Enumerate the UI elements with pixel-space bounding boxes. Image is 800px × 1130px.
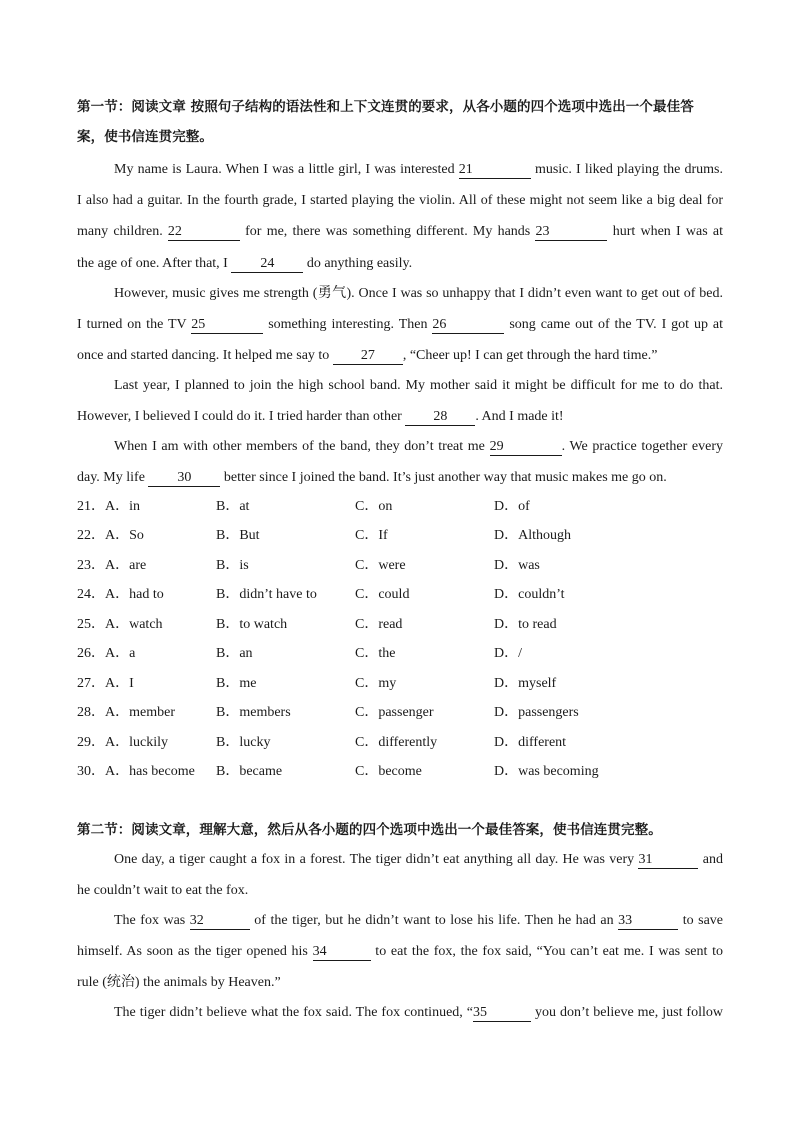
option-d: D．was [494,558,540,573]
option-d: D．myself [494,676,557,691]
section1-heading-line2: 案，使书信连贯完整。 [77,129,213,145]
blank-26: 26 [432,317,504,334]
blank-33: 33 [618,913,678,930]
option-b: B．But [216,528,260,543]
question-row: 26． A．a B．an C．the D．/ [77,644,723,664]
section1-heading-line1: 第一节：阅读文章 按照句子结构的语法性和上下文连贯的要求，从各小题的四个选项中选出一个最佳答 [77,99,694,115]
blank-28: 28 [405,409,475,426]
option-a: A．So [105,528,144,543]
section2-heading: 第二节：阅读文章，理解大意，然后从各小题的四个选项中选出一个最佳答案，使书信连贯完整。 [77,822,662,838]
option-b: B．lucky [216,735,271,750]
option-a: A．are [105,558,147,573]
option-b: B．became [216,764,283,779]
option-d: D．was becoming [494,764,599,779]
option-c: C．on [355,499,393,514]
passage-line: I also had a guitar. In the fourth grade, I started playing the violin. All of these might not seem like a big deal for [77,193,723,208]
option-d: D．couldn’t [494,587,565,602]
question-row: 28． A．member B．members C．passenger D．passengers [77,703,723,723]
passage-line: One day, a tiger caught a fox in a forest. The tiger didn’t eat anything all day. He was very 31 and [114,852,724,867]
question-row: 25． A．watch B．to watch C．read D．to read [77,615,723,635]
question-row: 21． A．in B．at C．on D．of [77,497,723,517]
option-d: D．/ [494,646,522,661]
question-row: 29． A．luckily B．lucky C．differently D．different [77,733,723,753]
option-d: D．different [494,735,567,750]
passage-line: Last year, I planned to join the high school band. My mother said it might be difficult for me to do that. [114,378,723,393]
blank-22: 22 [168,224,240,241]
option-b: B．an [216,646,253,661]
option-a: A．I [105,676,134,691]
option-b: B．didn’t have to [216,587,317,602]
passage-line: The fox was 32 of the tiger, but he didn’t want to lose his life. Then he had an 33 to save [114,913,723,928]
question-row: 30． A．has become B．became C．become D．was becoming [77,762,723,782]
passage-line: rule (统治) the animals by Heaven.” [77,975,281,990]
blank-27: 27 [333,348,403,365]
option-c: C．If [355,528,388,543]
option-c: C．differently [355,735,438,750]
blank-34: 34 [313,944,371,961]
option-c: C．my [355,676,397,691]
option-a: A．member [105,705,175,720]
blank-30: 30 [148,470,220,487]
passage-line: the age of one. After that, I 24 do anything easily. [77,256,413,271]
option-c: C．become [355,764,422,779]
option-a: A．watch [105,617,163,632]
option-c: C．read [355,617,403,632]
option-d: D．to read [494,617,557,632]
question-row: 22． A．So B．But C．If D．Although [77,526,723,546]
blank-35: 35 [473,1005,531,1022]
question-row: 24． A．had to B．didn’t have to C．could D．couldn’t [77,585,723,605]
passage-line: once and started dancing. It helped me say to 27 , “Cheer up! I can get through the hard time.” [77,348,658,363]
blank-21: 21 [459,162,531,179]
blank-32: 32 [190,913,250,930]
option-a: A．luckily [105,735,168,750]
option-b: B．me [216,676,257,691]
blank-31: 31 [638,852,698,869]
option-b: B．is [216,558,249,573]
blank-24: 24 [231,256,303,273]
passage-line: My name is Laura. When I was a little girl, I was interested 21 music. I liked playing the drums. [114,162,723,177]
option-c: C．could [355,587,410,602]
option-c: C．passenger [355,705,434,720]
blank-25: 25 [191,317,263,334]
blank-23: 23 [535,224,607,241]
passage-line: However, music gives me strength (勇气). Once I was so unhappy that I didn’t even want to get out of bed. [114,286,723,301]
question-row: 23． A．are B．is C．were D．was [77,556,723,576]
option-c: C．were [355,558,406,573]
blank-29: 29 [490,439,562,456]
option-a: A．in [105,499,140,514]
option-a: A．had to [105,587,164,602]
option-a: A．has become [105,764,195,779]
section1-heading [77,92,727,152]
option-b: B．members [216,705,291,720]
option-a: A．a [105,646,136,661]
passage-line: he couldn’t wait to eat the fox. [77,883,249,898]
option-d: D．of [494,499,530,514]
passage-line: However, I believed I could do it. I tried harder than other 28 . And I made it! [77,409,564,424]
passage-line: many children. 22 for me, there was something different. My hands 23 hurt when I was at [77,224,724,239]
question-row: 27． A．I B．me C．my D．myself [77,674,723,694]
passage-line: I turned on the TV 25 something interesting. Then 26 song came out of the TV. I got up at [77,317,723,332]
option-d: D．passengers [494,705,579,720]
passage-line: day. My life 30 better since I joined the band. It’s just another way that music makes me go on. [77,470,667,485]
option-b: B．to watch [216,617,288,632]
passage-line: The tiger didn’t believe what the fox said. The fox continued, “35 you don’t believe me, just follow [114,1005,723,1020]
passage-line: himself. As soon as the tiger opened his 34 to eat the fox, the fox said, “You can’t eat me. I was sent to [77,944,723,959]
passage-line: When I am with other members of the band, they don’t treat me 29 . We practice together every [114,439,723,454]
option-c: C．the [355,646,396,661]
option-d: D．Although [494,528,571,543]
option-b: B．at [216,499,250,514]
